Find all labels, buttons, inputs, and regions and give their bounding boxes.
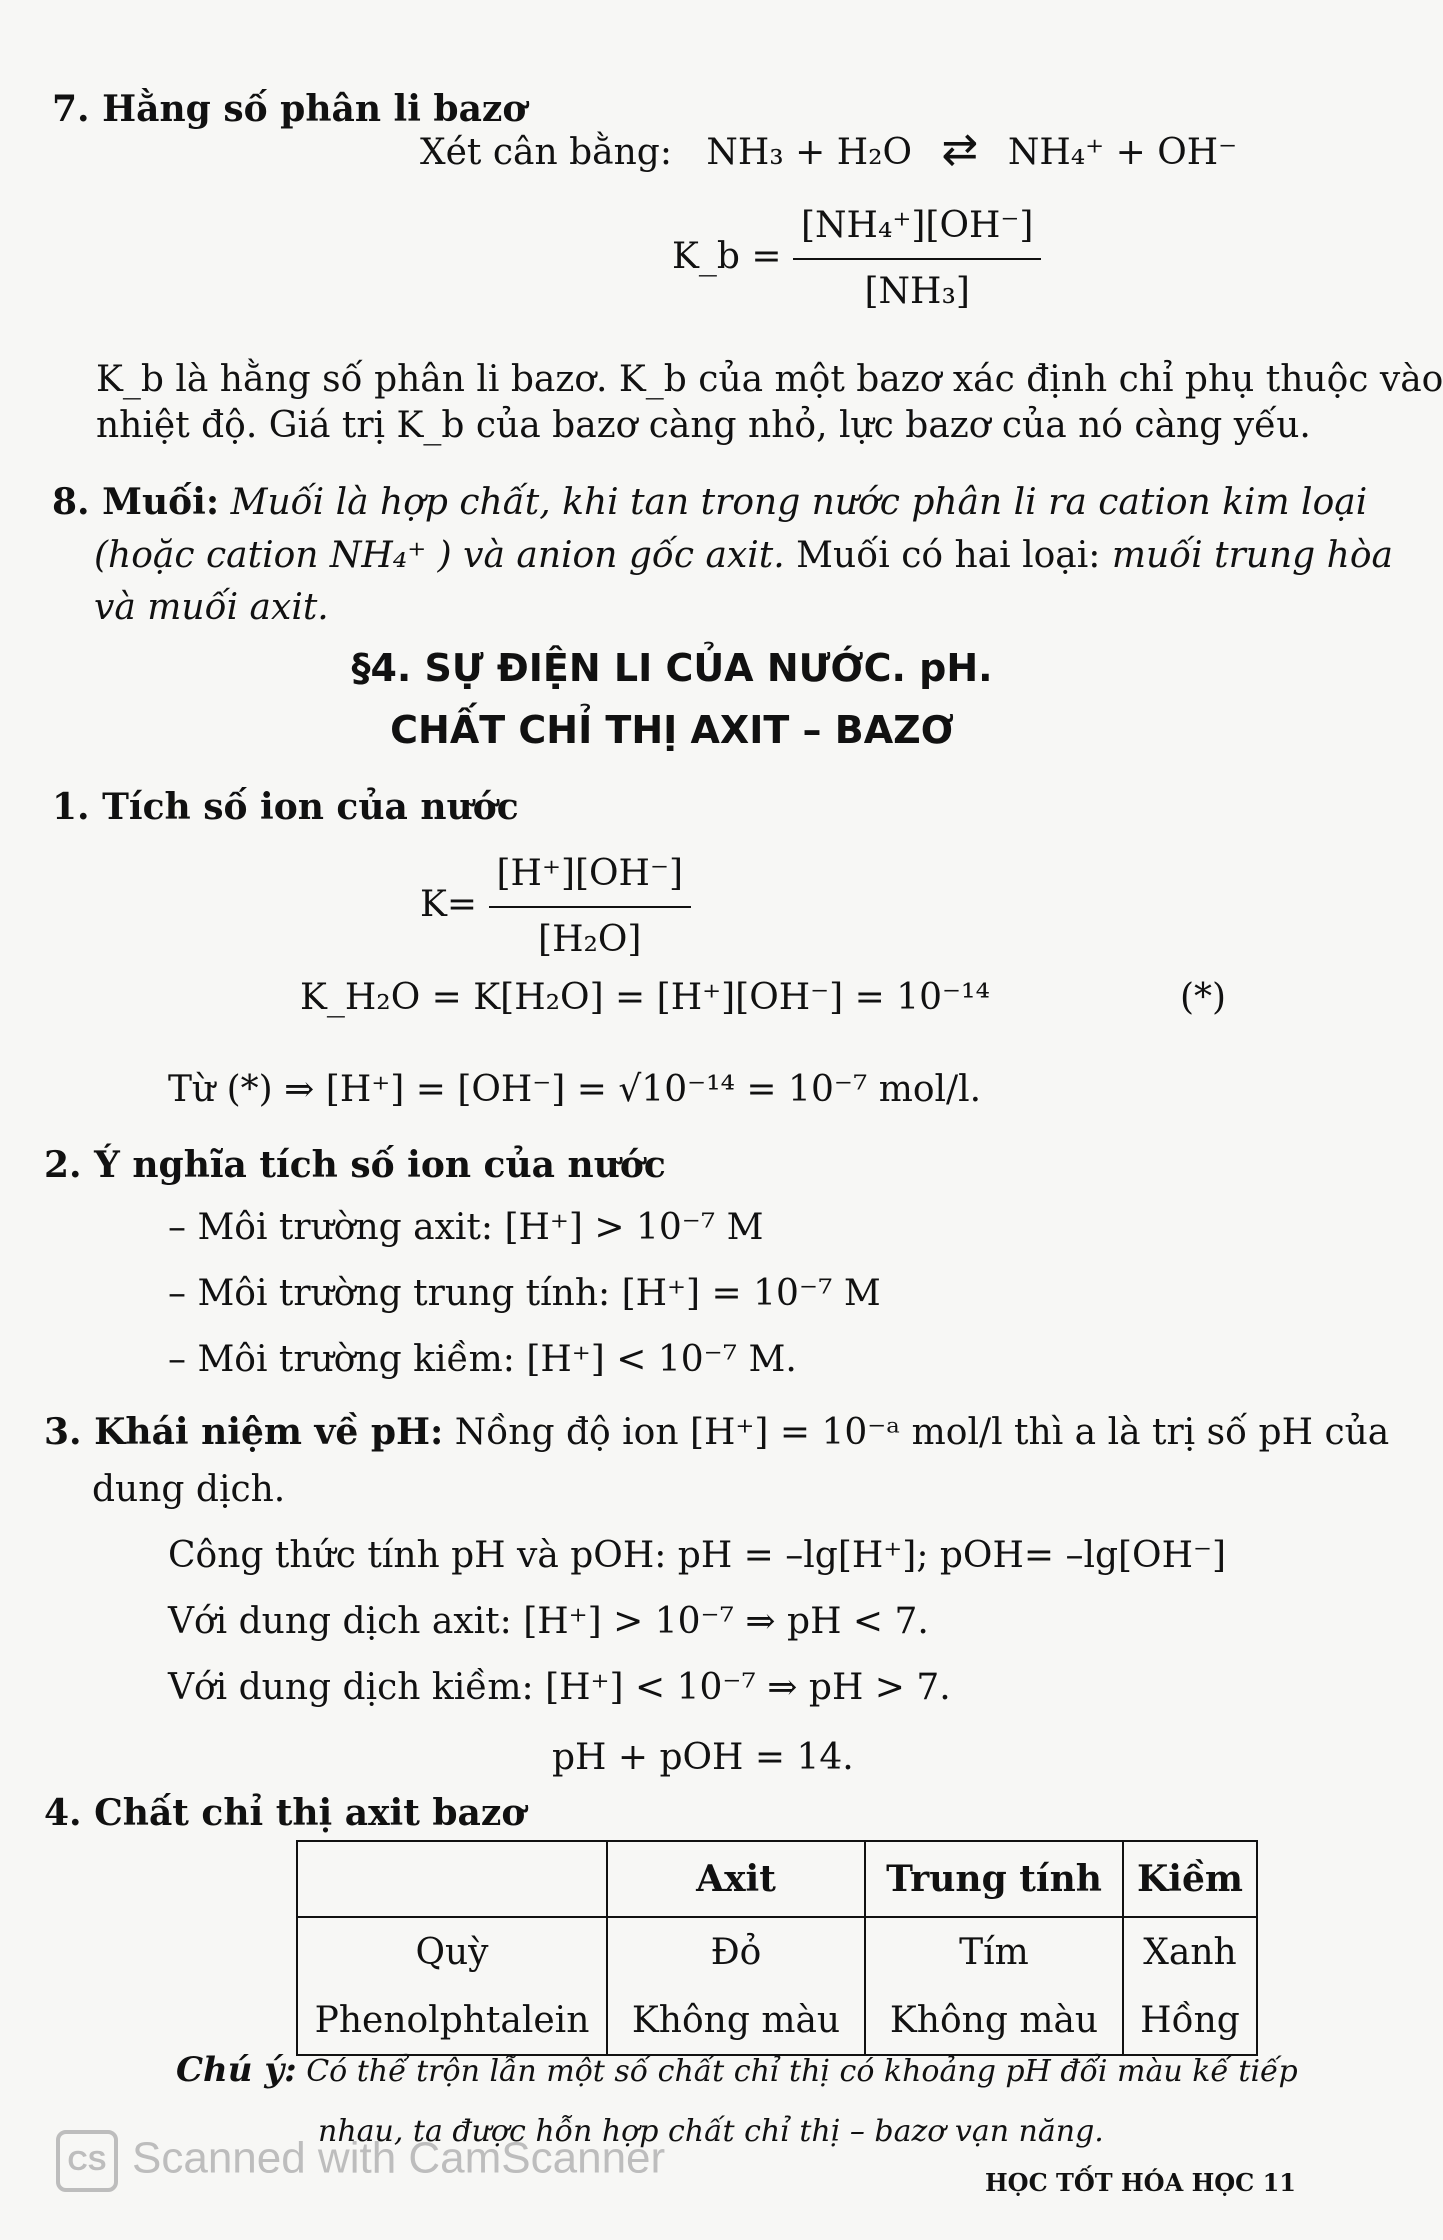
scanner-text: Scanned with CamScanner <box>132 2133 666 2183</box>
kb-paragraph-2: nhiệt độ. Giá trị K_b của bazơ càng nhỏ, lực bazơ của nó càng yếu. <box>96 405 1311 446</box>
heading-p2: 2. Ý nghĩa tích số ion của nước <box>44 1144 666 1186</box>
heading-8: 8. Muối: <box>52 481 220 523</box>
salt-type-neutral: muối trung hòa <box>1111 535 1393 576</box>
table-header-row <box>297 1841 1257 1917</box>
table-cell: Quỳ <box>297 1917 607 1986</box>
kb-lhs: K_b = <box>672 236 782 277</box>
table-header-cell: Axit <box>607 1841 865 1917</box>
env-neutral: – Môi trường trung tính: [H⁺] = 10⁻⁷ M <box>168 1273 881 1314</box>
ph-def-line-1: Nồng độ ion [H⁺] = 10⁻ᵃ mol/l thì a là trị số pH của <box>454 1412 1390 1453</box>
salt-def-2: (hoặc cation NH₄⁺ ) và anion gốc axit. <box>94 535 785 576</box>
heading-7: 7. Hằng số phân li bazơ <box>52 88 527 130</box>
camscanner-logo-icon: CS <box>56 2130 118 2192</box>
ph-def-line-2: dung dịch. <box>92 1469 286 1510</box>
section-title-1: §4. SỰ ĐIỆN LI CỦA NƯỚC. pH. <box>351 646 993 690</box>
k-formula <box>420 848 691 966</box>
ph-base: Với dung dịch kiềm: [H⁺] < 10⁻⁷ ⇒ pH > 7. <box>168 1667 951 1708</box>
table-header-cell: Kiềm <box>1123 1841 1257 1917</box>
kb-numerator: [NH₄⁺][OH⁻] <box>793 200 1041 260</box>
heading-p4: 4. Chất chỉ thị axit bazơ <box>44 1792 526 1834</box>
note-line-2: nhau, ta được hỗn hợp chất chỉ thị – bazơ vạn năng. <box>318 2114 1104 2149</box>
equilibrium-arrow-icon: ⇄ <box>941 124 979 175</box>
scanner-watermark <box>56 2130 665 2192</box>
k-numerator: [H⁺][OH⁻] <box>489 848 692 908</box>
note-line-1 <box>176 2048 1298 2094</box>
eq-right: NH₄⁺ + OH⁻ <box>1007 132 1238 173</box>
env-base: – Môi trường kiềm: [H⁺] < 10⁻⁷ M. <box>168 1339 797 1380</box>
eq-left: NH₃ + H₂O <box>706 132 913 173</box>
table-row <box>297 1986 1257 2055</box>
heading-p1: 1. Tích số ion của nước <box>52 786 519 828</box>
k-denominator: [H₂O] <box>538 919 642 960</box>
salt-line-3: và muối axit. <box>94 587 329 628</box>
note-label: Chú ý: <box>176 2050 297 2090</box>
ph-acid: Với dung dịch axit: [H⁺] > 10⁻⁷ ⇒ pH < 7. <box>168 1601 929 1642</box>
note-text-1: Có thể trộn lẫn một số chất chỉ thị có khoảng pH đổi màu kế tiếp <box>306 2054 1298 2089</box>
table-cell: Phenolphtalein <box>297 1986 607 2055</box>
table-row <box>297 1917 1257 1986</box>
kb-formula <box>672 200 1041 318</box>
salt-def-1: Muối là hợp chất, khi tan trong nước phân li ra cation kim loại <box>230 482 1368 523</box>
section-title-2: CHẤT CHỈ THỊ AXIT – BAZƠ <box>390 708 954 752</box>
table-cell: Hồng <box>1123 1986 1257 2055</box>
indicator-table <box>296 1840 1258 2056</box>
salt-line-2 <box>94 530 1393 582</box>
equilibrium-line <box>420 124 1237 179</box>
salt-line-1 <box>52 476 1367 529</box>
kb-paragraph-1: K_b là hằng số phân li bazơ. K_b của một bazơ xác định chỉ phụ thuộc vào <box>96 359 1443 400</box>
table-cell: Không màu <box>607 1986 865 2055</box>
eq-label: Xét cân bằng: <box>420 132 672 173</box>
kb-fraction <box>793 200 1041 318</box>
table-cell: Không màu <box>865 1986 1123 2055</box>
kb-denominator: [NH₃] <box>864 271 970 312</box>
kw-marker: (*) <box>1180 977 1227 1018</box>
kw-line: K_H₂O = K[H₂O] = [H⁺][OH⁻] = 10⁻¹⁴ <box>300 977 990 1018</box>
ph-definition <box>44 1406 1389 1459</box>
ph-sum: pH + pOH = 14. <box>552 1737 854 1778</box>
env-acid: – Môi trường axit: [H⁺] > 10⁻⁷ M <box>168 1207 764 1248</box>
table-header-cell <box>297 1841 607 1917</box>
table-cell: Xanh <box>1123 1917 1257 1986</box>
table-cell: Tím <box>865 1917 1123 1986</box>
salt-types-text: Muối có hai loại: <box>784 535 1112 576</box>
table-cell: Đỏ <box>607 1917 865 1986</box>
from-star-line: Từ (*) ⇒ [H⁺] = [OH⁻] = √10⁻¹⁴ = 10⁻⁷ mol/l. <box>168 1069 982 1110</box>
book-title: HỌC TỐT HÓA HỌC 11 <box>984 2168 1296 2197</box>
k-lhs: K= <box>420 884 478 925</box>
ph-formula: Công thức tính pH và pOH: pH = –lg[H⁺]; pOH= –lg[OH⁻] <box>168 1535 1227 1576</box>
k-fraction <box>489 848 692 966</box>
heading-p3: 3. Khái niệm về pH: <box>44 1411 444 1453</box>
table-header-cell: Trung tính <box>865 1841 1123 1917</box>
